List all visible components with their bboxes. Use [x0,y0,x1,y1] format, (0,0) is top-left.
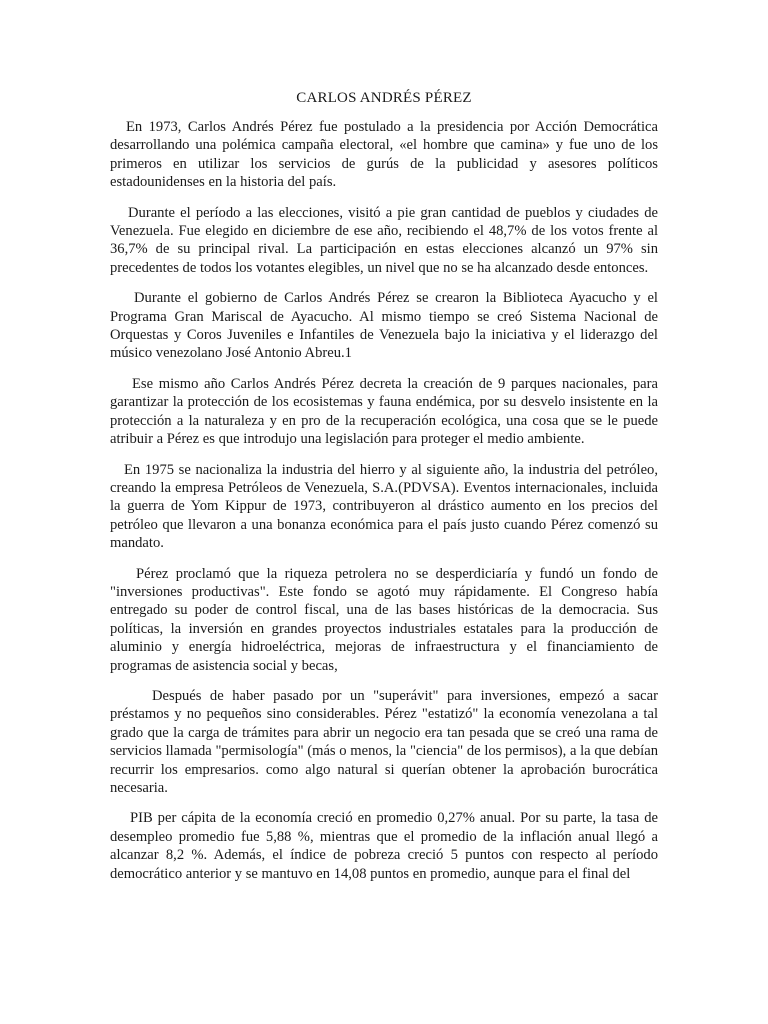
page-title: CARLOS ANDRÉS PÉREZ [296,90,472,106]
paragraph-1: En 1973, Carlos Andrés Pérez fue postulado a la presidencia por Acción Democrática desarrollando una polémica campaña electoral, «el hombre que camina» y fue uno de los primeros en utilizar los servicios de gurús de la publicidad y asesores políticos estadounidenses en la historia del país. [110,119,658,191]
paragraph-2: Durante el período a las elecciones, visitó a pie gran cantidad de pueblos y ciudades de Venezuela. Fue elegido en diciembre de ese año, recibiendo el 48,7% de los votos frente al 36,7% de su principal rival. La participación en estas elecciones alcanzó un 97% sin precedentes de todos los votantes elegibles, un nivel que no se ha alcanzado desde entonces. [110,204,658,276]
paragraph-3: Durante el gobierno de Carlos Andrés Pérez se crearon la Biblioteca Ayacucho y el Programa Gran Mariscal de Ayacucho. Al mismo tiempo se creó Sistema Nacional de Orquestas y Coros Juveniles e Infantiles de Venezuela bajo la iniciativa y el liderazgo del músico venezolano José Antonio Abreu.1 [110,290,658,362]
paragraph-5: En 1975 se nacionaliza la industria del hierro y al siguiente año, la industria del petróleo, creando la empresa Petróleos de Venezuela, S.A.(PDVSA). Eventos internacionales, incluida la guerra de Yom Kippur de 1973, contribuyeron al drástico aumento en los precios del petróleo que llevaron a una bonanza económica para el país justo cuando Pérez comenzó su mandato. [110,461,658,552]
paragraph-4: Ese mismo año Carlos Andrés Pérez decreta la creación de 9 parques nacionales, para garantizar la protección de los ecosistemas y fauna endémica, por su desvelo insistente en la protección a la naturaleza y en pro de la recuperación ecológica, una cosa que se le puede atribuir a Pérez es que introdujo una legislación para proteger el medio ambiente. [110,375,658,448]
paragraph-7: Después de haber pasado por un "superávit" para inversiones, empezó a sacar préstamos y no pequeños sino considerables. Pérez "estatizó" la economía venezolana a tal grado que la carga de trámites para abrir un negocio era tan pesada que se creó una rama de servicios llamada "permisología" (más o menos, la "ciencia" de los permisos), a la que debían recurrir los empresarios. como algo natural si querían obtener la aprobación burocrática necesaria. [110,687,658,796]
paragraph-6: Pérez proclamó que la riqueza petrolera no se desperdiciaría y fundó un fondo de "inversiones productivas". Este fondo se agotó muy rápidamente. El Congreso había entregado su poder de control fiscal, una de las bases históricas de la democracia. Sus políticas, la inversión en grandes proyectos industriales estatales para la producción de aluminio y energía hidroeléctrica, mejoras de infraestructura y el financiamiento de programas de asistencia social y becas, [110,565,658,674]
paragraph-8: PIB per cápita de la economía creció en promedio 0,27% anual. Por su parte, la tasa de desempleo promedio fue 5,88 %, mientras que el promedio de la inflación anual llegó a alcanzar 8,2 %. Además, el índice de pobreza creció 5 puntos con respecto al período democrático anterior y se mantuvo en 14,08 puntos en promedio, aunque para el final del [110,810,658,882]
